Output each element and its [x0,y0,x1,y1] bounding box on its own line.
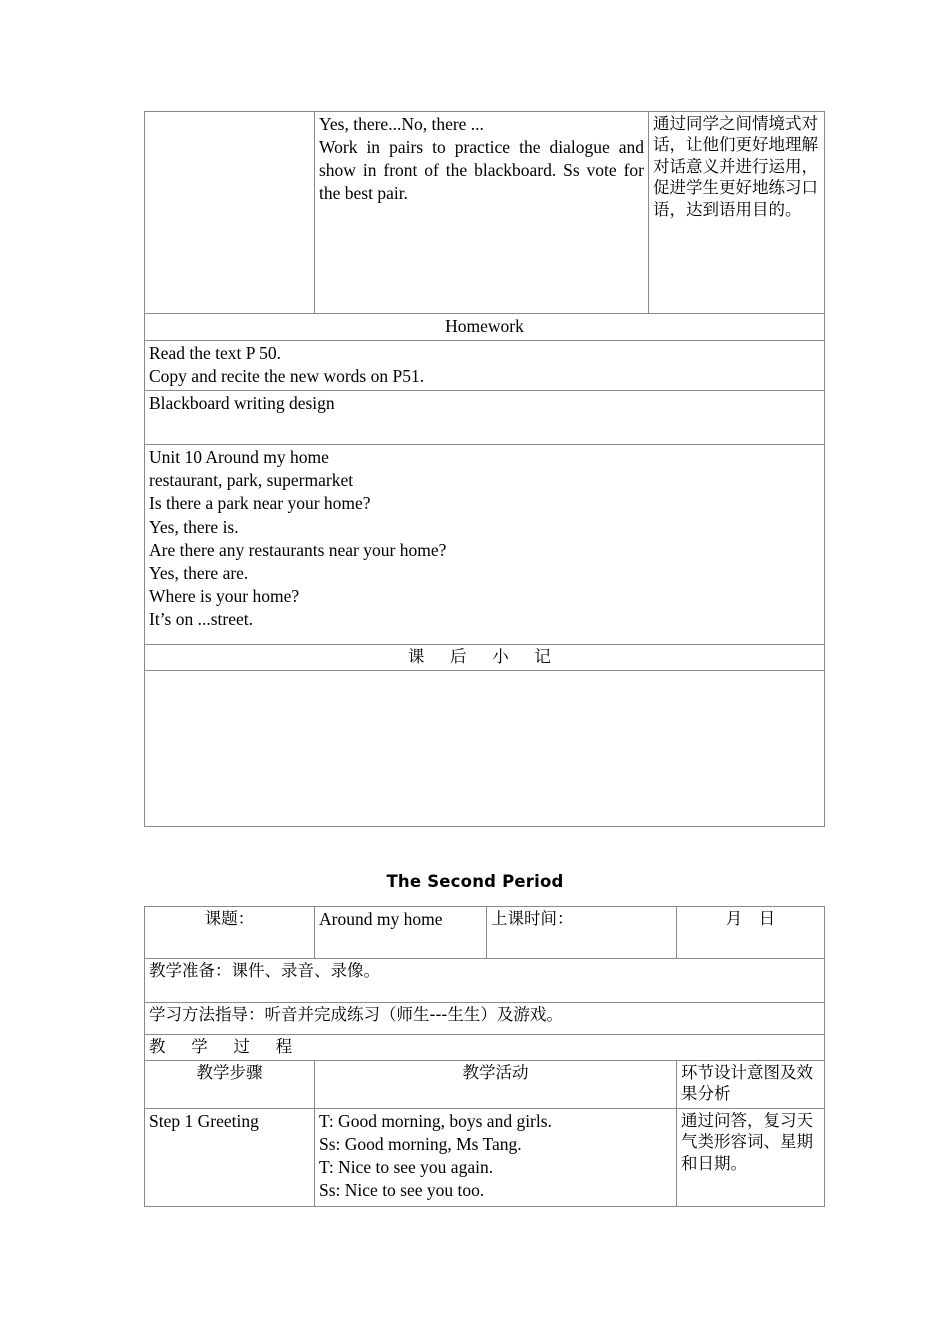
table-row-process-header [145,1035,825,1061]
learning-method-guidance: 学习方法指导：听音并完成练习（师生---生生）及游戏。 [145,1003,825,1035]
table-row-method [145,1003,825,1035]
teaching-process-header [145,1035,825,1061]
topic-value: Around my home [315,907,487,959]
activity-line-2: Work in pairs to practice the dialogue and show in front of the blackboard. Ss vote for the best pair. [319,137,644,204]
teaching-preparation: 教学准备：课件、录音、录像。 [145,959,825,1003]
step-activity-line-1: T: Good morning, boys and girls. [319,1111,552,1131]
blackboard-line-7: Where is your home? [149,585,300,606]
after-class-notes-header [145,645,825,670]
blackboard-design-body [145,445,825,645]
after-class-notes-body [145,670,825,826]
step-activity-line-2: Ss: Good morning, Ms Tang. [319,1134,522,1155]
blackboard-line-3: Is there a park near your home? [149,493,371,514]
homework-header: Homework [145,314,825,341]
table-row-column-headers [145,1061,825,1109]
step-name: Step 1 Greeting [145,1109,315,1207]
blackboard-line-2: restaurant, park, supermarket [149,470,354,491]
step-activity [315,1109,677,1207]
homework-body [145,341,825,391]
blackboard-line-1: Unit 10 Around my home [149,447,329,468]
homework-line-1: Read the text P 50. [149,343,282,364]
after-class-notes-header-text: 课 后 小 记 [407,647,562,667]
section-title-second-period: The Second Period [386,872,564,891]
table-row-blackboard-header [145,391,825,445]
column-header-step: 教学步骤 [145,1061,315,1109]
cell-teaching-activity [315,112,649,314]
topic-label: 课题： [145,907,315,959]
column-header-activity: 教学活动 [315,1061,677,1109]
cell-design-intent: 通过同学之间情境式对话，让他们更好地理解对话意义并进行运用，促进学生更好地练习口语，达到语用目的。 [649,112,825,314]
blackboard-design-header: Blackboard writing design [145,391,825,445]
table-row-notes-body [145,670,825,826]
table-row-topic [145,907,825,959]
homework-line-2: Copy and recite the new words on P51. [149,366,425,387]
class-time-label: 上课时间： [487,907,677,959]
teaching-process-header-text: 教 学 过 程 [149,1037,303,1056]
blackboard-line-5: Are there any restaurants near your home? [149,539,447,560]
activity-line-1: Yes, there...No, there ... [319,114,484,134]
table-row-preparation [145,959,825,1003]
step-activity-line-3: T: Nice to see you again. [319,1157,494,1178]
column-header-intent: 环节设计意图及效果分析 [677,1061,825,1109]
class-time-value: 月 日 [677,907,825,959]
table-row [145,112,825,314]
table-row [145,1109,825,1207]
table-row-homework-body [145,341,825,391]
blackboard-line-8: It’s on ...street. [149,608,254,629]
cell-teaching-step [145,112,315,314]
blackboard-line-6: Yes, there are. [149,562,249,583]
table-row-blackboard-body [145,445,825,645]
table-row-notes-header [145,645,825,670]
blackboard-line-4: Yes, there is. [149,516,239,537]
step-intent: 通过问答，复习天气类形容词、星期和日期。 [677,1109,825,1207]
table-row-homework-header [145,314,825,341]
lesson-plan-table-first-period [144,111,825,827]
lesson-plan-table-second-period [144,906,825,1207]
step-activity-line-4: Ss: Nice to see you too. [319,1180,485,1201]
